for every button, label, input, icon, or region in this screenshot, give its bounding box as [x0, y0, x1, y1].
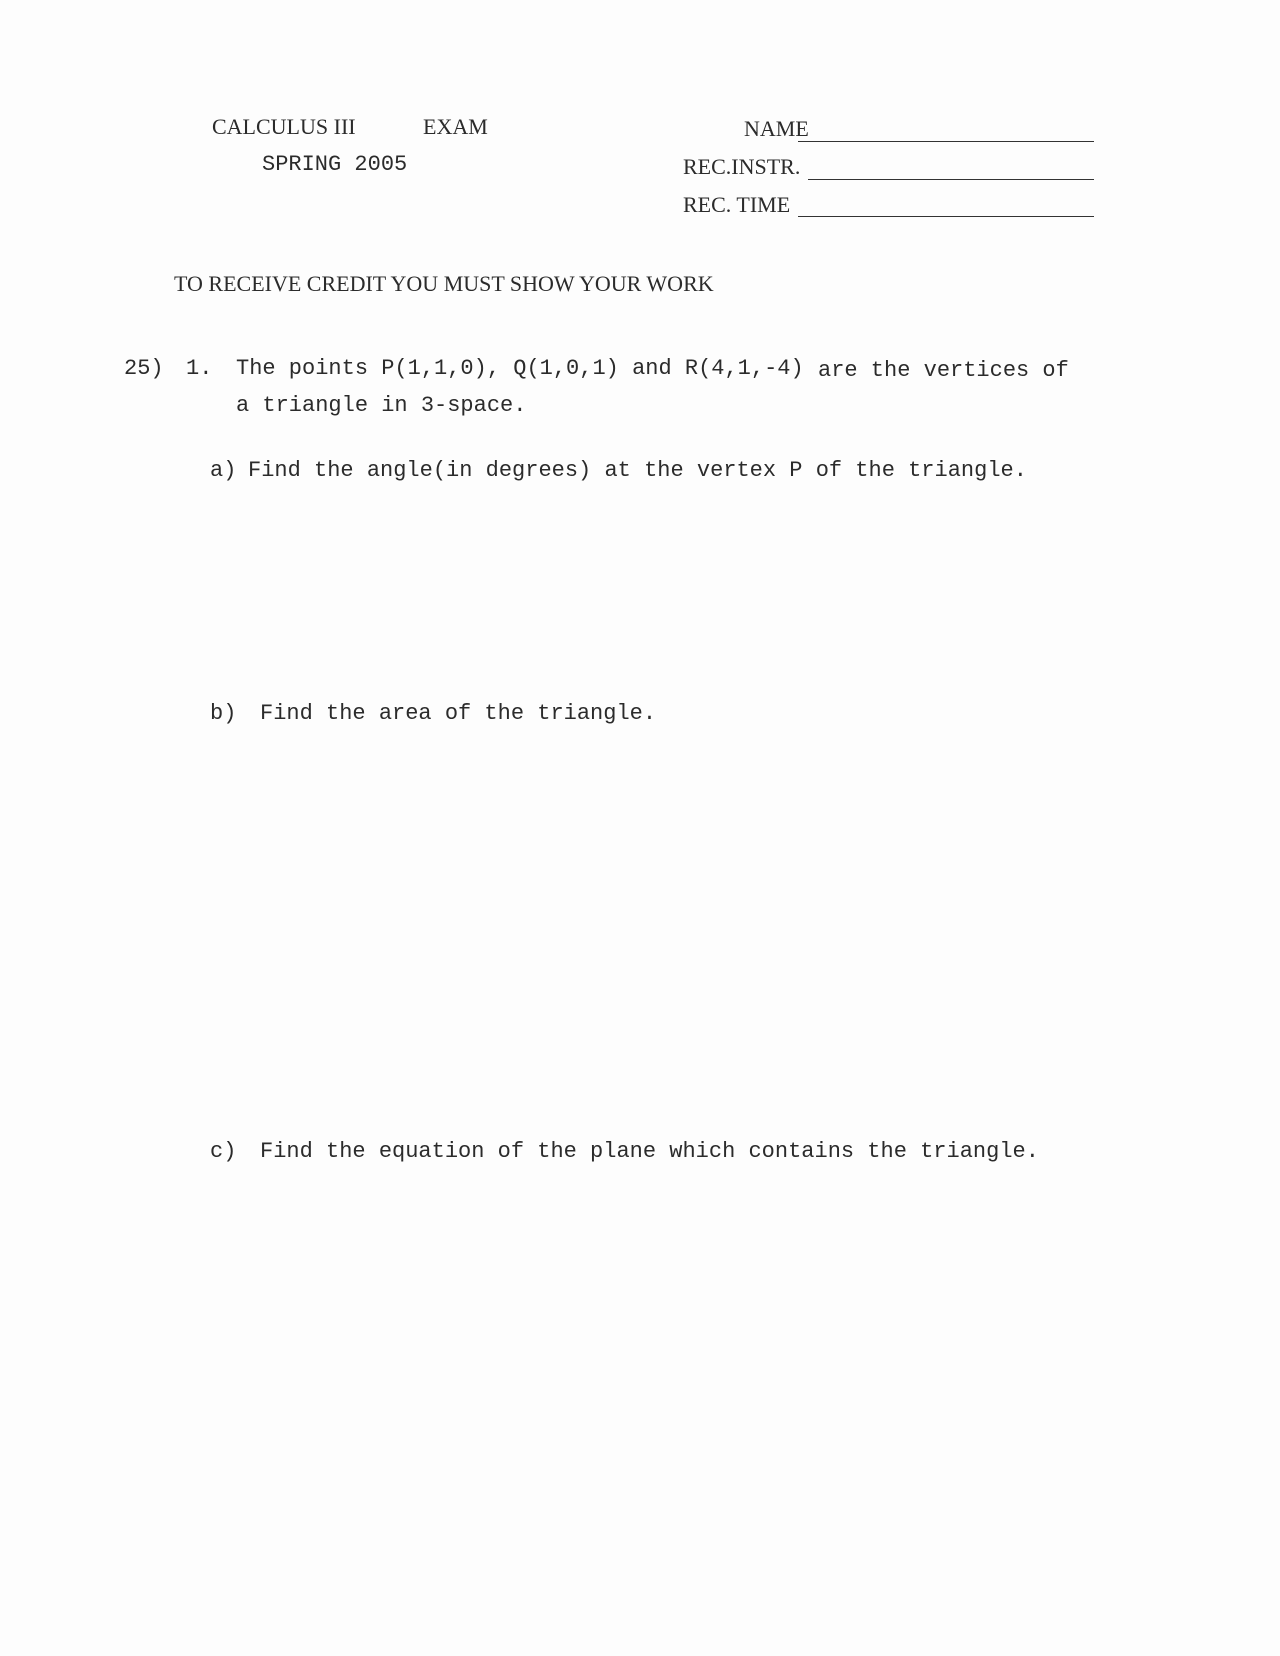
- exam-term: SPRING 2005: [262, 152, 408, 177]
- course-title: CALCULUS III: [212, 114, 356, 139]
- time-field-line[interactable]: [798, 216, 1094, 217]
- problem-stem-line1: The points P(1,1,0), Q(1,0,1) and R(4,1,-4): [236, 356, 804, 381]
- name-field-line[interactable]: [798, 141, 1094, 142]
- problem-number: 1.: [186, 356, 213, 381]
- problem-points: 25): [124, 356, 164, 381]
- part-a-text: Find the angle(in degrees) at the vertex P of the triangle.: [248, 458, 1027, 483]
- problem-stem-line1-end: are the vertices of: [818, 358, 1069, 383]
- time-label: REC. TIME: [683, 192, 791, 217]
- instructor-label: REC.INSTR.: [683, 154, 801, 179]
- part-b-label: b): [210, 701, 237, 726]
- part-c-label: c): [210, 1139, 237, 1164]
- part-c-text: Find the equation of the plane which contains the triangle.: [260, 1139, 1039, 1164]
- part-b-text: Find the area of the triangle.: [260, 701, 657, 726]
- instructor-field-line[interactable]: [808, 179, 1094, 180]
- instructions: TO RECEIVE CREDIT YOU MUST SHOW YOUR WORK: [174, 271, 714, 296]
- problem-stem-line2: a triangle in 3-space.: [236, 393, 527, 418]
- part-a-label: a): [210, 458, 237, 483]
- exam-label: EXAM: [423, 114, 488, 139]
- name-label: NAME: [744, 116, 809, 141]
